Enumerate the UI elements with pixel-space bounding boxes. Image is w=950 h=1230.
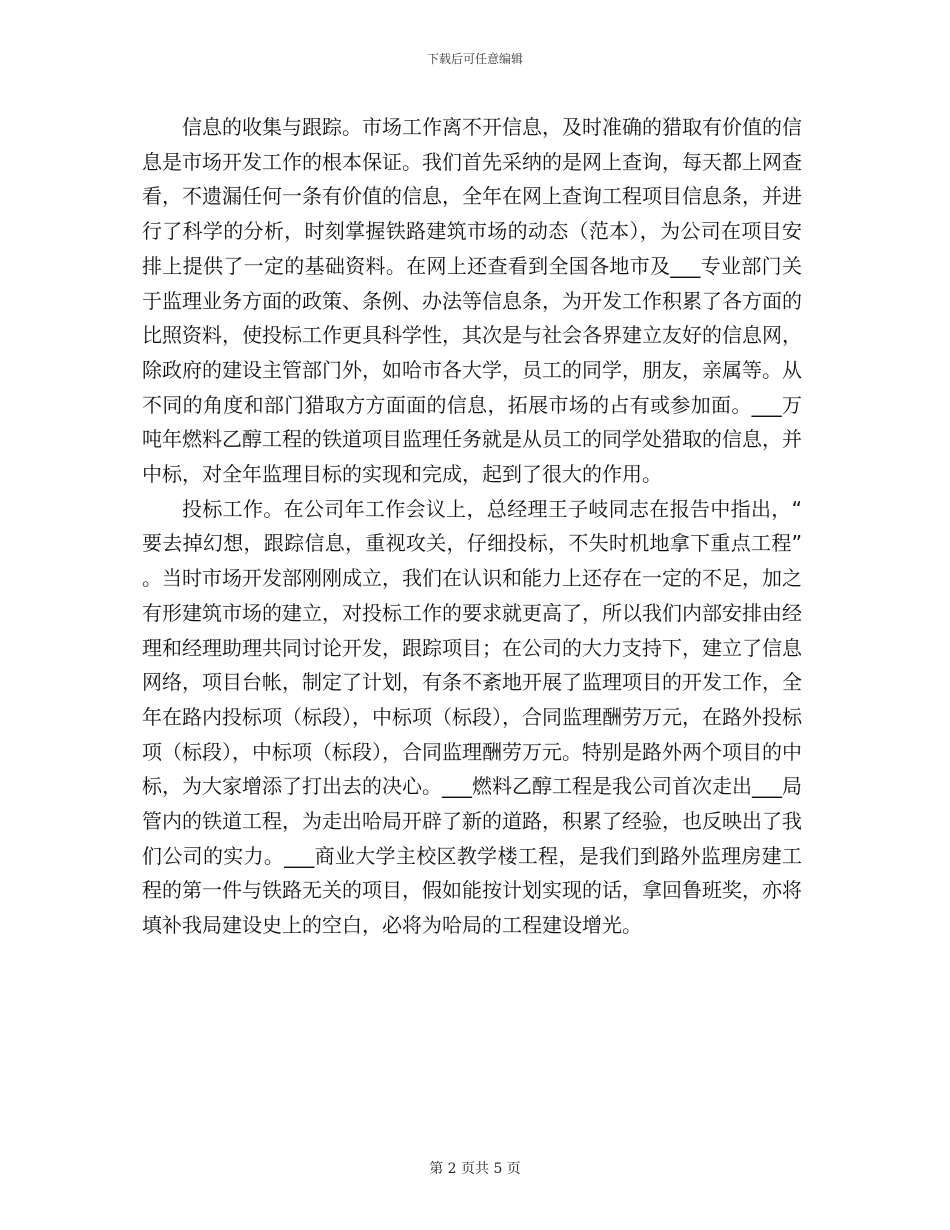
- paragraph-bidding-work: 投标工作。在公司年工作会议上，总经理王子岐同志在报告中指出，“要去掉幻想，跟踪信息，重视攻关，仔细投标，不失时机地拿下重点工程”。当时市场开发部刚刚成立，我们在认识和能力上还存在一定的不足，加之有形建筑市场的建立，对投标工作的要求就更高了，所以我们内部安排由经理和经理助理共同讨论开发，跟踪项目；在公司的大力支持下，建立了信息网络，项目台帐，制定了计划，有条不紊地开展了监理项目的开发工作，全年在路内投标项（标段），中标项（标段），合同监理酬劳万元，在路外投标项（标段），中标项（标段），合同监理酬劳万元。特别是路外两个项目的中标，为大家增添了打出去的决心。___燃料乙醇工程是我公司首次走出___局管内的铁道工程，为走出哈局开辟了新的道路，积累了经验，也反映出了我们公司的实力。___商业大学主校区教学楼工程，是我们到路外监理房建工程的第一件与铁路无关的项目，假如能按计划实现的话，拿回鲁班奖，亦将填补我局建设史上的空白，必将为哈局的工程建设增光。: [142, 496, 802, 938]
- page-footer: 第 2 页共 5 页: [429, 1161, 521, 1177]
- page-header: 下载后可任意编辑: [426, 52, 523, 66]
- body-text: [142, 110, 802, 943]
- paragraph-information-collection: 信息的收集与跟踪。市场工作离不开信息，及时准确的猎取有价值的信息是市场开发工作的根本保证。我们首先采纳的是网上查询，每天都上网查看，不遗漏任何一条有价值的信息，全年在网上查询工程项目信息条，并进行了科学的分析，时刻掌握铁路建筑市场的动态（范本），为公司在项目安排上提供了一定的基础资料。在网上还查看到全国各地市及___专业部门关于监理业务方面的政策、条例、办法等信息条，为开发工作积累了各方面的比照资料，使投标工作更具科学性，其次是与社会各界建立友好的信息网，除政府的建设主管部门外，如哈市各大学，员工的同学，朋友，亲属等。从不同的角度和部门猎取方方面面的信息，拓展市场的占有或参加面。___万吨年燃料乙醇工程的铁道项目监理任务就是从员工的同学处猎取的信息，并中标，对全年监理目标的实现和完成，起到了很大的作用。: [142, 115, 802, 487]
